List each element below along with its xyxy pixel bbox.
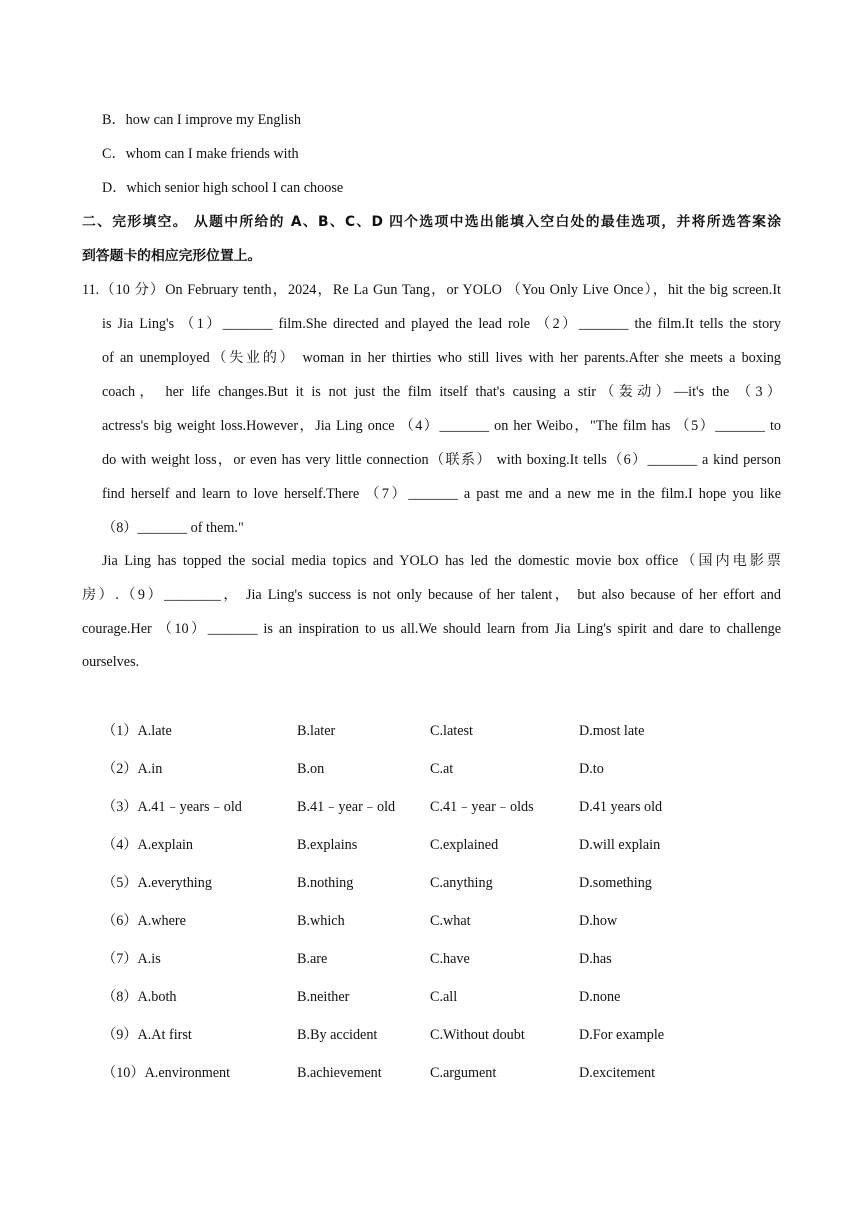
prev-option-c: C．whom can I make friends with [102,146,299,162]
option-b[interactable]: B.By accident [297,1027,378,1043]
option-a[interactable]: （6）A.where [102,913,186,929]
passage-line: coach， her life changes.But it is not just the film itself that's causing a stir（轰动）—it's the （3） [102,384,781,400]
option-c[interactable]: C.explained [430,837,499,853]
option-c[interactable]: C.anything [430,875,493,891]
passage-line: is Jia Ling's （1）_______ film.She directed and played the lead role （2）_______ the film.It tells the story [102,316,781,332]
option-a[interactable]: （10）A.environment [102,1065,231,1081]
option-b[interactable]: B.on [297,761,325,777]
option-row [0,873,860,893]
option-d[interactable]: D.has [579,951,612,967]
prev-option-d: D．which senior high school I can choose [102,180,344,196]
option-row [0,1063,860,1083]
option-d[interactable]: D.excitement [579,1065,656,1081]
option-a[interactable]: （1）A.late [102,723,172,739]
option-row [0,835,860,855]
section-title-cont: 到答题卡的相应完形位置上。 [82,248,262,264]
passage-line: Jia Ling has topped the social media topics and YOLO has led the domestic movie box office（国内电影票 [102,553,781,569]
passage-line: do with weight loss，or even has very little connection（联系） with boxing.It tells（6）_______ a kind person [102,452,781,468]
option-row [0,759,860,779]
option-row [0,911,860,931]
option-c[interactable]: C.latest [430,723,473,739]
option-c[interactable]: C.41﹣year﹣olds [430,799,534,815]
option-row [0,949,860,969]
passage-line: courage.Her （10）_______ is an inspiration to us all.We should learn from Jia Ling's spirit and dare to challenge [82,621,781,637]
passage-line: （8）_______ of them." [102,520,244,536]
option-b[interactable]: B.which [297,913,345,929]
option-d[interactable]: D.will explain [579,837,661,853]
option-a[interactable]: （5）A.everything [102,875,212,891]
option-b[interactable]: B.41﹣year﹣old [297,799,396,815]
option-c[interactable]: C.have [430,951,470,967]
option-c[interactable]: C.at [430,761,454,777]
option-d[interactable]: D.to [579,761,604,777]
option-d[interactable]: D.41 years old [579,799,663,815]
passage-line: ourselves. [82,654,140,670]
option-a[interactable]: （2）A.in [102,761,163,777]
passage-line: 11.（10 分）On February tenth，2024，Re La Gun Tang，or YOLO （You Only Live Once），hit the big screen.It [82,282,781,298]
option-row [0,1025,860,1045]
option-a[interactable]: （9）A.At first [102,1027,192,1043]
option-d[interactable]: D.none [579,989,621,1005]
option-row [0,721,860,741]
option-b[interactable]: B.achievement [297,1065,382,1081]
option-b[interactable]: B.neither [297,989,350,1005]
passage-line: of an unemployed（失业的） woman in her thirties who still lives with her parents.After she meets a boxing [102,350,781,366]
option-d[interactable]: D.most late [579,723,645,739]
option-a[interactable]: （8）A.both [102,989,177,1005]
option-a[interactable]: （4）A.explain [102,837,194,853]
option-c[interactable]: C.all [430,989,458,1005]
option-d[interactable]: D.something [579,875,652,891]
option-row [0,797,860,817]
option-d[interactable]: D.how [579,913,618,929]
option-row [0,987,860,1007]
option-c[interactable]: C.Without doubt [430,1027,525,1043]
option-a[interactable]: （3）A.41﹣years﹣old [102,799,242,815]
option-b[interactable]: B.are [297,951,328,967]
passage-line: 房）.（9）________， Jia Ling's success is not only because of her talent， but also because of her effort and [82,587,781,603]
option-d[interactable]: D.For example [579,1027,665,1043]
option-c[interactable]: C.what [430,913,471,929]
option-a[interactable]: （7）A.is [102,951,161,967]
option-b[interactable]: B.explains [297,837,358,853]
passage-line: find herself and learn to love herself.There （7）_______ a past me and a new me in the film.I hope you like [102,486,781,502]
option-b[interactable]: B.nothing [297,875,354,891]
option-c[interactable]: C.argument [430,1065,497,1081]
passage-line: actress's big weight loss.However，Jia Ling once （4）_______ on her Weibo，"The film has （5）_______ to [102,418,781,434]
section-title: 二、完形填空。 从题中所给的 A、B、C、D 四个选项中选出能填入空白处的最佳选项，并将所选答案涂 [82,214,781,230]
option-b[interactable]: B.later [297,723,336,739]
prev-option-b: B．how can I improve my English [102,112,301,128]
